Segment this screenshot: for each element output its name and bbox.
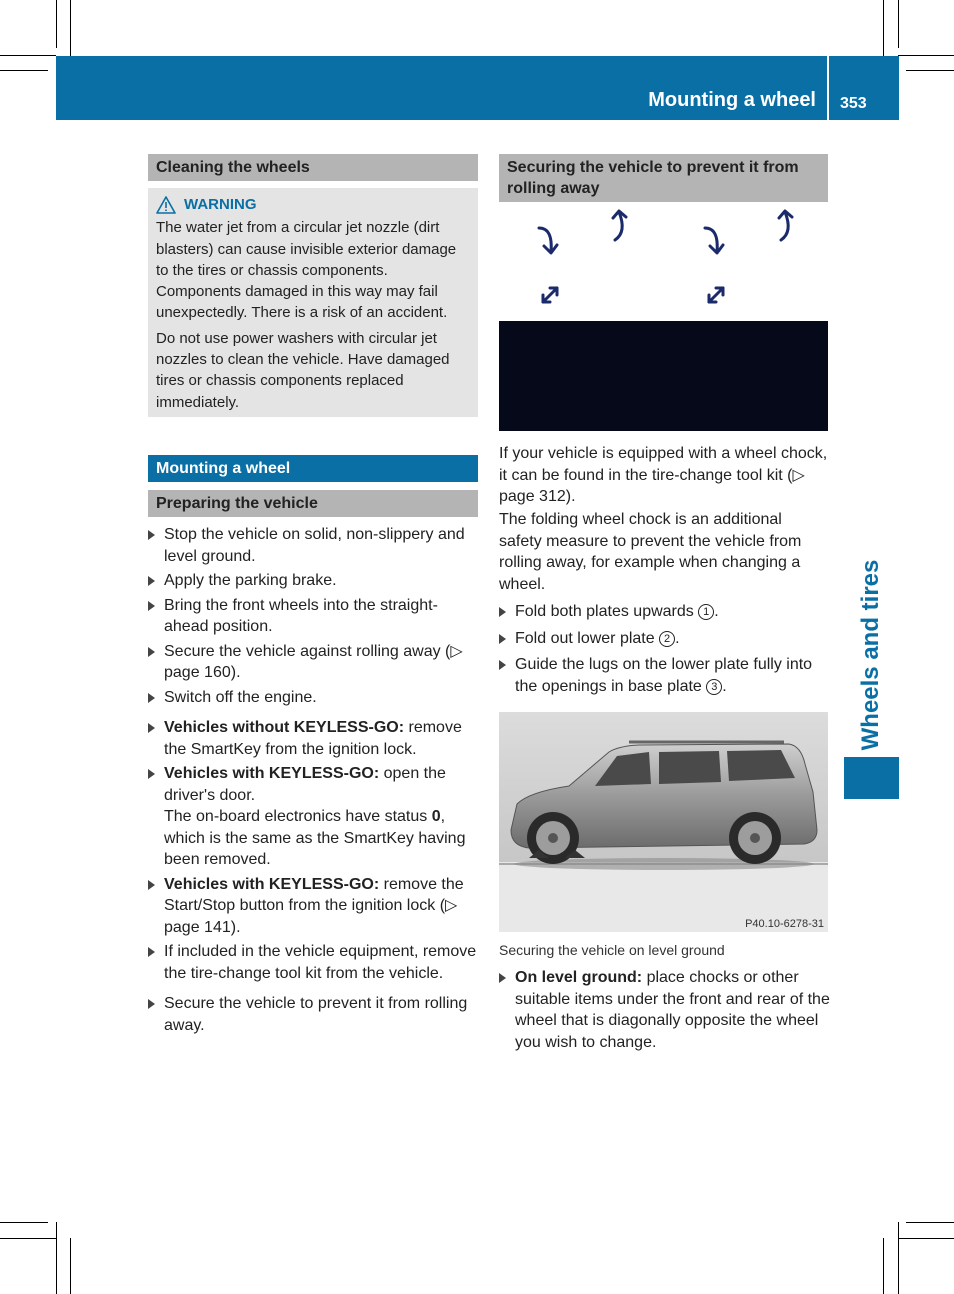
warning-text: Do not use power washers with circular jet nozzles to clean the vehicle. Have damaged tires or chassis components replaced immediately. (156, 329, 450, 411)
page-title: Mounting a wheel (648, 89, 816, 111)
list-item: Secure the vehicle to prevent it from rolling away. (148, 993, 480, 1036)
section-heading-securing: Securing the vehicle to prevent it from rolling away (499, 154, 828, 202)
warning-triangle-icon (156, 196, 176, 214)
crop-mark (883, 1238, 884, 1294)
callout-marker: 1 (698, 604, 714, 620)
illustration-dark-panel (499, 321, 828, 431)
crop-mark (898, 0, 899, 48)
suv-image (499, 712, 828, 932)
section-heading-cleaning: Cleaning the wheels (148, 154, 478, 181)
crop-mark (70, 1238, 71, 1294)
crop-mark (898, 55, 954, 56)
callout-marker: 2 (659, 631, 675, 647)
crop-mark (56, 1222, 57, 1294)
warning-label: WARNING (184, 196, 257, 213)
vehicle-photo (499, 712, 828, 932)
warning-text: The water jet from a circular jet nozzle (dirt blasters) can cause invisible exterior damage to the tires or chassis components. Components damaged in this way may fail unexpectedly. There is a risk of an accident. (156, 219, 457, 322)
list-item: Guide the lugs on the lower plate fully into the openings in base plate 3 . (499, 654, 831, 697)
warning-header (156, 194, 470, 215)
wheel-chock-illustration (499, 206, 828, 318)
paragraph: The folding wheel chock is an additional safety measure to prevent the vehicle from rolling away, for example when changing a wheel. (499, 511, 802, 593)
figure-caption: Securing the vehicle on level ground (499, 942, 725, 958)
crop-mark (906, 1222, 954, 1223)
list-item: Fold out lower plate 2 . (499, 628, 831, 650)
list-item: If included in the vehicle equipment, remove the tire-change tool kit from the vehicle. (148, 941, 480, 984)
preparing-steps-list (148, 524, 480, 1036)
list-item: Apply the parking brake. (148, 570, 480, 592)
chapter-tab-marker (844, 757, 899, 799)
list-item: On level ground: place chocks or other suitable items under the front and rear of the wheel that is diagonally opposite the wheel you wish to change. (499, 967, 831, 1053)
list-item: Fold both plates upwards 1 . (499, 601, 831, 623)
list-item: Vehicles without KEYLESS-GO: remove the SmartKey from the ignition lock. (148, 717, 480, 760)
chock-steps-list (499, 601, 831, 697)
image-code: P40.10-6278-31 (745, 918, 824, 930)
crop-mark (0, 55, 56, 56)
crop-mark (898, 1238, 954, 1239)
crop-mark (56, 0, 57, 48)
crop-mark (0, 70, 48, 71)
section-heading-preparing: Preparing the vehicle (148, 490, 478, 517)
crop-mark (906, 70, 954, 71)
list-item: Vehicles with KEYLESS-GO: open the driver's door. The on-board electronics have status 0, which is the same as the SmartKey having been removed. (148, 763, 480, 871)
crop-mark (0, 1222, 48, 1223)
chapter-tab-label: Wheels and tires (857, 559, 884, 751)
page-number: 353 (840, 95, 867, 112)
crop-mark (898, 1222, 899, 1294)
paragraph: If your vehicle is equipped with a wheel chock, it can be found in the tire-change tool kit (▷ page 312). (499, 445, 828, 505)
list-item: Stop the vehicle on solid, non-slippery and level ground. (148, 524, 480, 567)
header-divider (827, 56, 829, 120)
list-item: Vehicles with KEYLESS-GO: remove the Start/Stop button from the ignition lock (▷ page 141). (148, 874, 480, 939)
level-ground-step (499, 967, 831, 1053)
list-item: Bring the front wheels into the straight-ahead position. (148, 595, 480, 638)
list-item: Secure the vehicle against rolling away (▷ page 160). (148, 641, 480, 684)
callout-marker: 3 (706, 679, 722, 695)
crop-mark (883, 0, 884, 56)
section-heading-mounting: Mounting a wheel (148, 455, 478, 482)
warning-box (148, 188, 478, 417)
list-item: Switch off the engine. (148, 687, 480, 709)
crop-mark (0, 1238, 56, 1239)
crop-mark (70, 0, 71, 56)
